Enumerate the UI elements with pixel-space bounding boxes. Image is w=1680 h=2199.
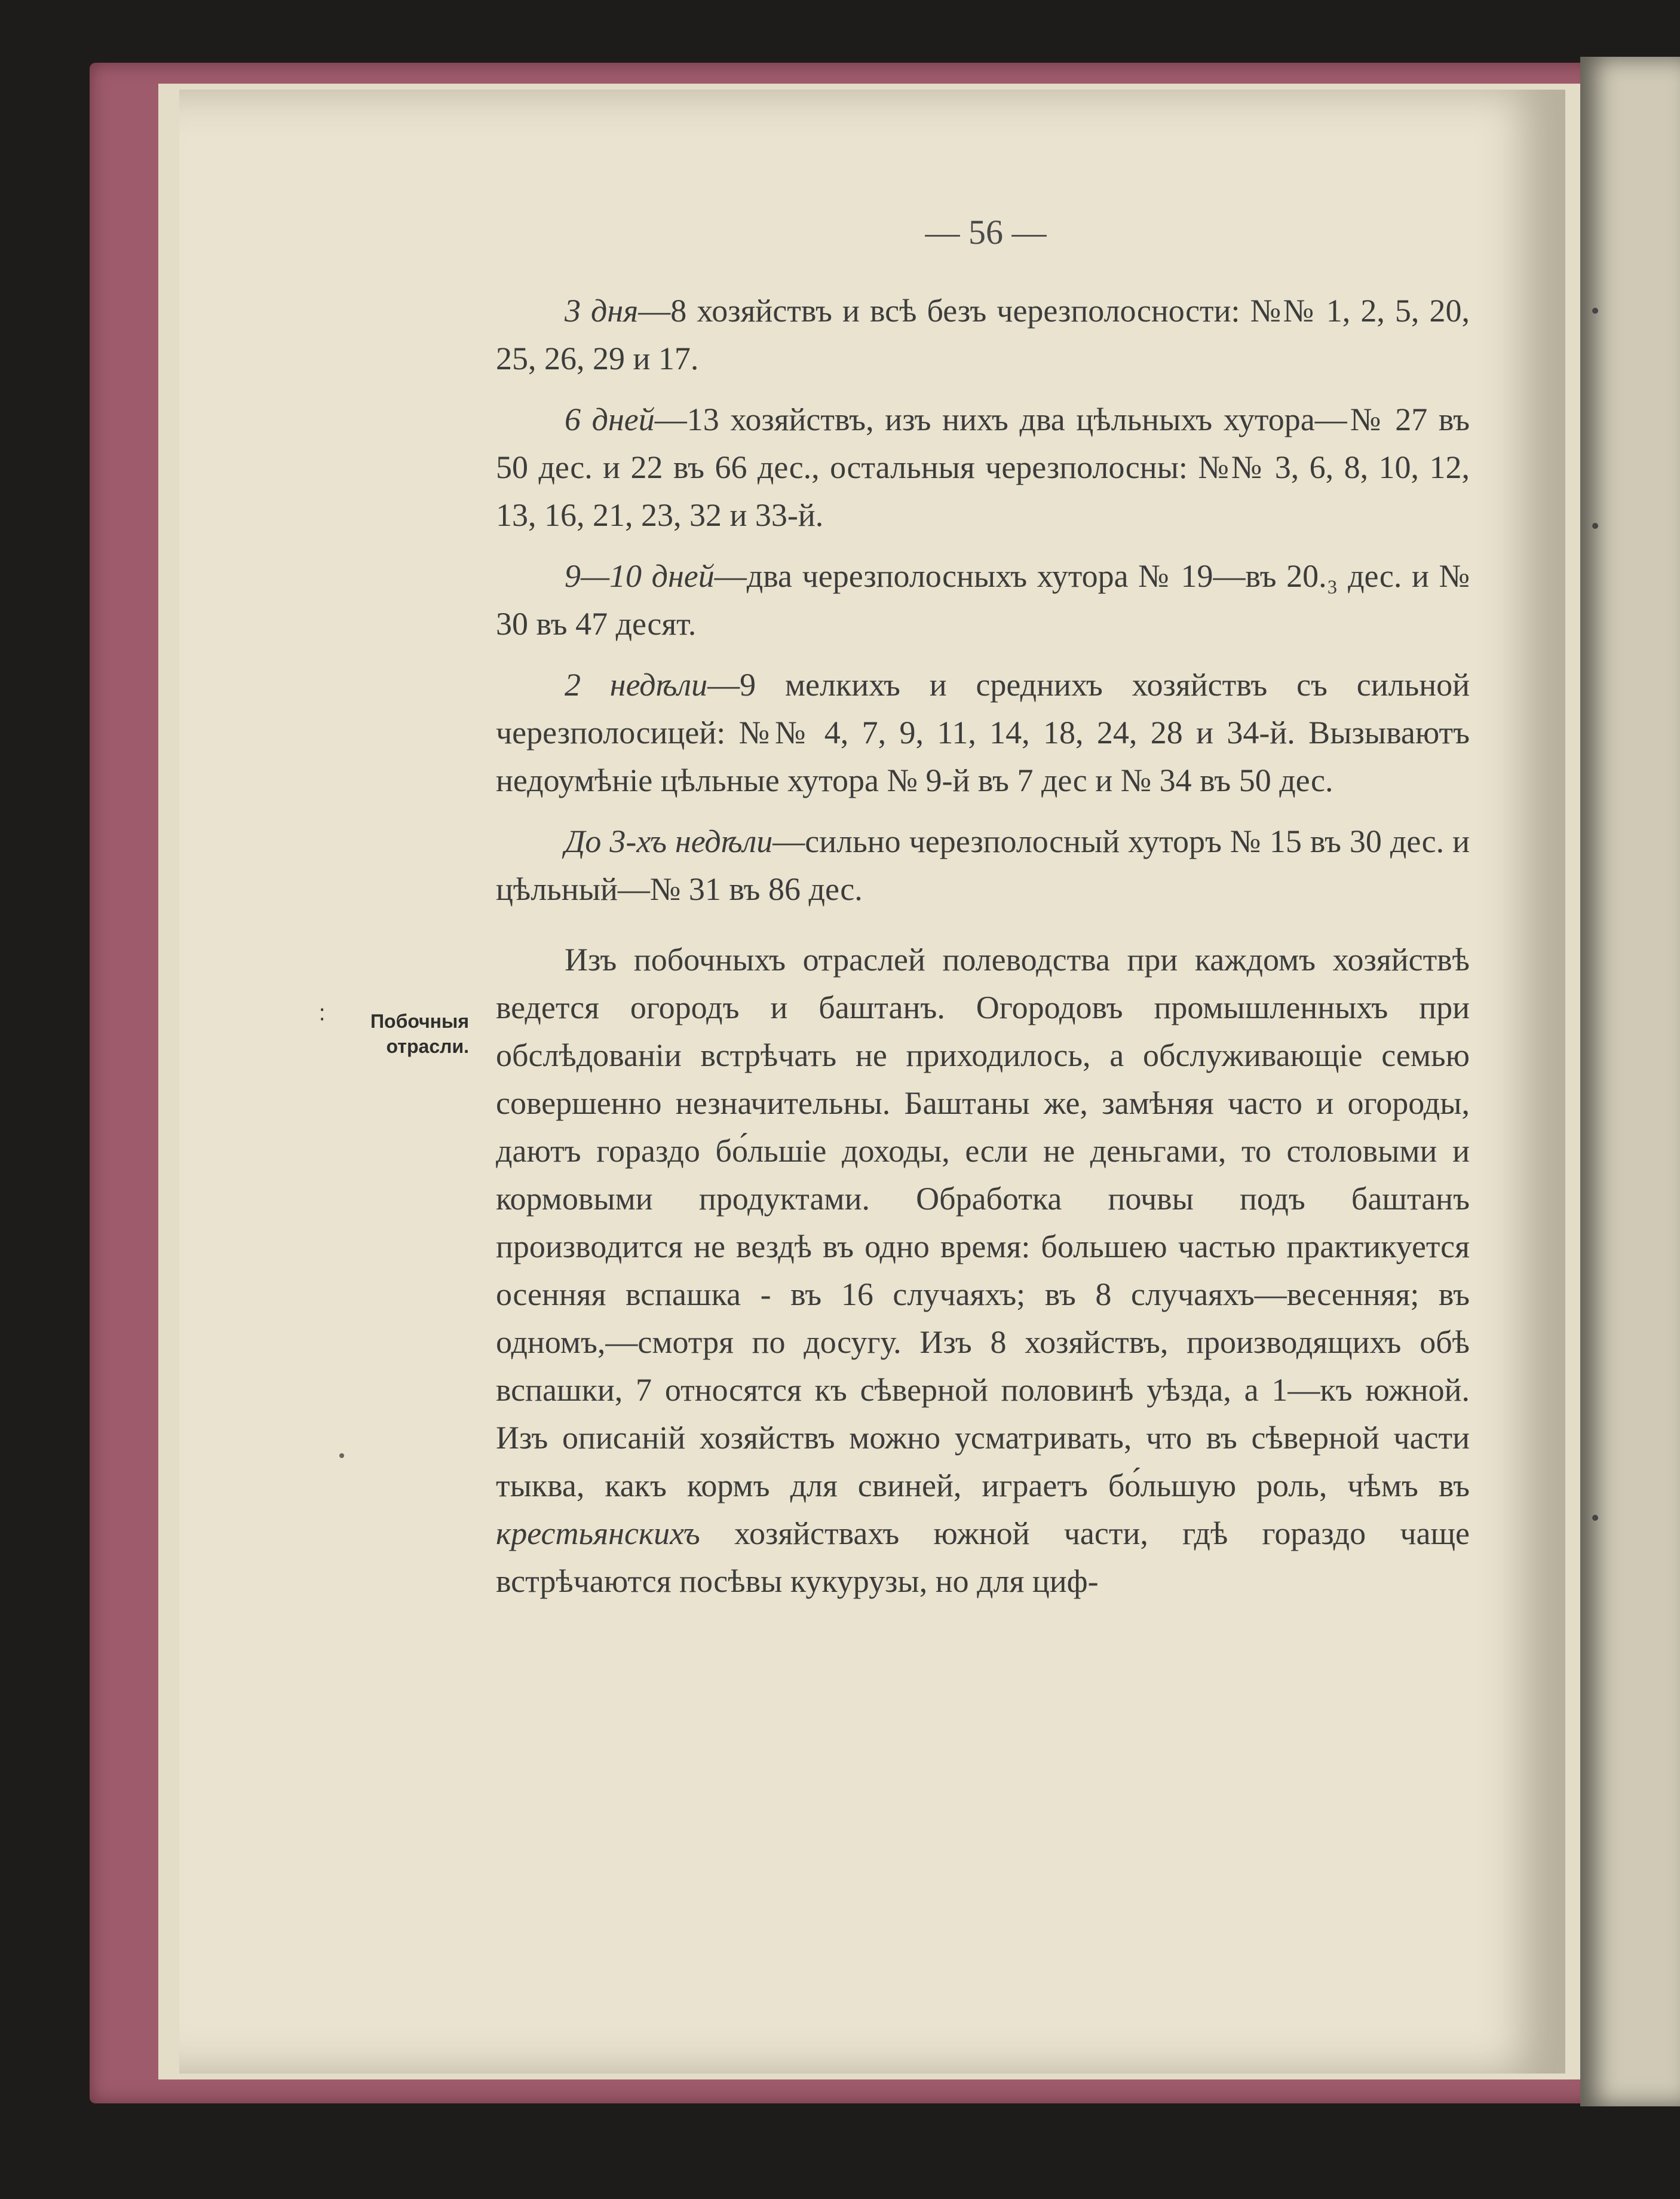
margin-note [320,1006,469,1059]
paragraph-lead: До 3-хъ недѣли [565,823,773,859]
paragraph-text: Изъ побочныхъ отраслей полеводства при каждомъ хозяйствѣ ведется огородъ и баштанъ. Огородовъ промышленныхъ при обслѣдованіи встрѣчать не приходилось, а обслуживающіе семью совершенно незначительны. Баштаны же, замѣняя часто и огороды, даютъ гораздо бо́льшіе доходы, если не деньгами, то столовыми и кормовыми продуктами. Обработка почвы подъ баштанъ производится не вездѣ въ одно время: большею частью практикуется осенняя вспашка - въ 16 случаяхъ; въ 8 случаяхъ—весенняя; въ одномъ,—смотря по досугу. Изъ 8 хозяйствъ, производящихъ обѣ вспашки, 7 относятся къ сѣверной половинѣ уѣзда, а 1—къ южной. Изъ описаній хозяйствъ можно усматривать, что въ сѣверной части тыква, какъ кормъ для свиней, играетъ бо́льшую роль, чѣмъ въ [496,942,1470,1503]
body-text [496,287,1470,1618]
paragraph-text: —сильно черезполосный хуторъ № 15 въ 30 дес. и цѣльный—№ 31 въ 86 дес. [496,823,1470,907]
paragraph-text: —13 хозяйствъ, изъ нихъ два цѣльныхъ хутора—№ 27 въ 50 дес. и 22 въ 66 дес., остальныя черезполосны: №№ 3, 6, 8, 10, 12, 13, 16, 21, 23, 32 и 33-й. [496,402,1470,533]
paragraph-lead: 3 дня [565,293,639,329]
main-paragraph [496,936,1470,1605]
paragraph [496,396,1470,539]
facing-page [1580,57,1680,2106]
facing-page-mark [1592,1515,1598,1521]
emphasized-word: крестьянскихъ [496,1515,700,1551]
paragraph-text: хозяйствахъ южной части, гдѣ гораздо чаще встрѣчаются посѣвы кукурузы, но для циф- [496,1515,1470,1599]
bullet-icon: ⁚ [320,1006,325,1024]
paragraph [496,552,1470,648]
paragraph-text: —9 мелкихъ и среднихъ хозяйствъ съ сильной черезполосицей: №№ 4, 7, 9, 11, 14, 18, 24, 28 и 34-й. Вызываютъ недоумѣніе цѣльные хутора № 9-й въ 7 дес и № 34 въ 50 дес. [496,667,1470,798]
paragraph-lead: 6 дней [565,402,655,437]
paragraph [496,287,1470,382]
paragraph [496,661,1470,804]
margin-note-line: отрасли. [386,1036,469,1057]
paragraph-text: —8 хозяйствъ и всѣ безъ черезполосности: №№ 1, 2, 5, 20, 25, 26, 29 и 17. [496,293,1470,376]
margin-note-line: Побочныя [370,1010,469,1032]
paper-speck [339,1453,344,1458]
facing-page-mark [1592,308,1598,314]
facing-page-mark [1592,523,1598,529]
paragraph-lead: 9—10 дней [565,558,715,594]
paragraph [496,817,1470,913]
page-number: — 56 — [925,213,1047,252]
paragraph-text: —два черезполосныхъ хутора № 19—въ 20.₃ дес. и № 30 въ 47 десят. [496,558,1470,642]
paragraph-lead: 2 недѣли [565,667,708,703]
